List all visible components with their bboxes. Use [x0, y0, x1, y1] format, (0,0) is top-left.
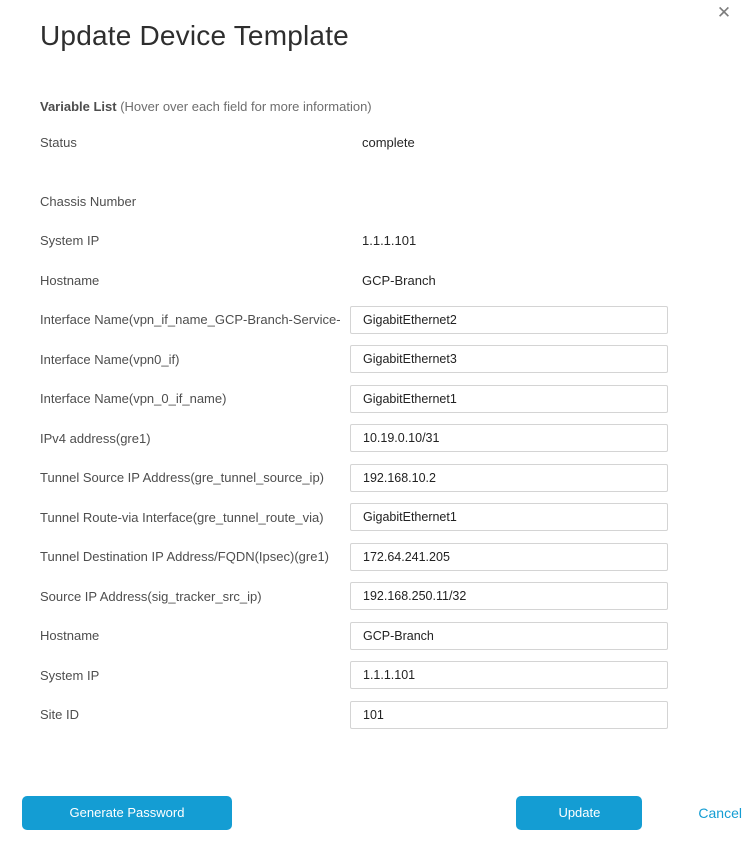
cancel-link[interactable]: Cancel	[698, 804, 742, 821]
field-input[interactable]	[350, 424, 668, 452]
close-icon[interactable]: ✕	[716, 3, 732, 22]
field-value: 1.1.1.101	[362, 233, 417, 249]
field-input[interactable]	[350, 622, 668, 650]
field-label: Hostname	[40, 272, 100, 288]
variable-row	[40, 498, 668, 538]
variable-list-hint: (Hover over each field for more information)	[116, 99, 372, 114]
generate-password-button[interactable]: Generate Password	[22, 796, 232, 830]
field-input[interactable]	[350, 345, 668, 373]
field-value: complete	[362, 135, 415, 151]
dialog-title: Update Device Template	[40, 20, 349, 51]
variable-row	[40, 458, 668, 498]
field-input[interactable]	[350, 582, 668, 610]
field-label: Status	[40, 135, 77, 151]
dialog-footer	[22, 796, 747, 830]
static-variable-rows	[40, 123, 668, 300]
field-label: IPv4 address(gre1)	[40, 430, 151, 446]
field-input[interactable]	[350, 464, 668, 492]
field-label: Interface Name(vpn0_if)	[40, 351, 180, 367]
field-label: Chassis Number	[40, 193, 137, 209]
field-label: Interface Name(vpn_if_name_GCP-Branch-Service-	[40, 312, 341, 328]
field-label: Tunnel Source IP Address(gre_tunnel_source_ip)	[40, 470, 325, 486]
field-input[interactable]	[350, 701, 668, 729]
field-label: Tunnel Destination IP Address/FQDN(Ipsec)(gre1)	[40, 549, 330, 565]
footer-actions	[516, 796, 742, 830]
editable-variable-rows	[40, 300, 668, 735]
field-input[interactable]	[350, 385, 668, 413]
field-input[interactable]	[350, 661, 668, 689]
field-label: Site ID	[40, 707, 80, 723]
variable-row	[40, 537, 668, 577]
variable-row	[40, 300, 668, 340]
field-label: Interface Name(vpn_0_if_name)	[40, 391, 227, 407]
field-label: System IP	[40, 667, 100, 683]
variable-row	[40, 221, 668, 261]
field-input[interactable]	[350, 543, 668, 571]
variable-row	[40, 695, 668, 735]
variable-row	[40, 616, 668, 656]
field-label: System IP	[40, 233, 100, 249]
variable-row	[40, 656, 668, 696]
variable-row	[40, 419, 668, 459]
field-label: Hostname	[40, 628, 100, 644]
field-value: GCP-Branch	[362, 272, 436, 288]
field-input[interactable]	[350, 306, 668, 334]
field-input[interactable]	[350, 503, 668, 531]
variable-row	[40, 182, 668, 222]
variable-row	[40, 379, 668, 419]
variable-row	[40, 261, 668, 301]
variable-row	[40, 577, 668, 617]
field-label: Source IP Address(sig_tracker_src_ip)	[40, 588, 262, 604]
variable-list-header	[40, 99, 668, 114]
variable-row	[40, 123, 668, 163]
variable-row	[40, 340, 668, 380]
variable-list-heading: Variable List	[40, 99, 117, 114]
update-button[interactable]: Update	[516, 796, 642, 830]
field-label: Tunnel Route-via Interface(gre_tunnel_route_via)	[40, 509, 324, 525]
